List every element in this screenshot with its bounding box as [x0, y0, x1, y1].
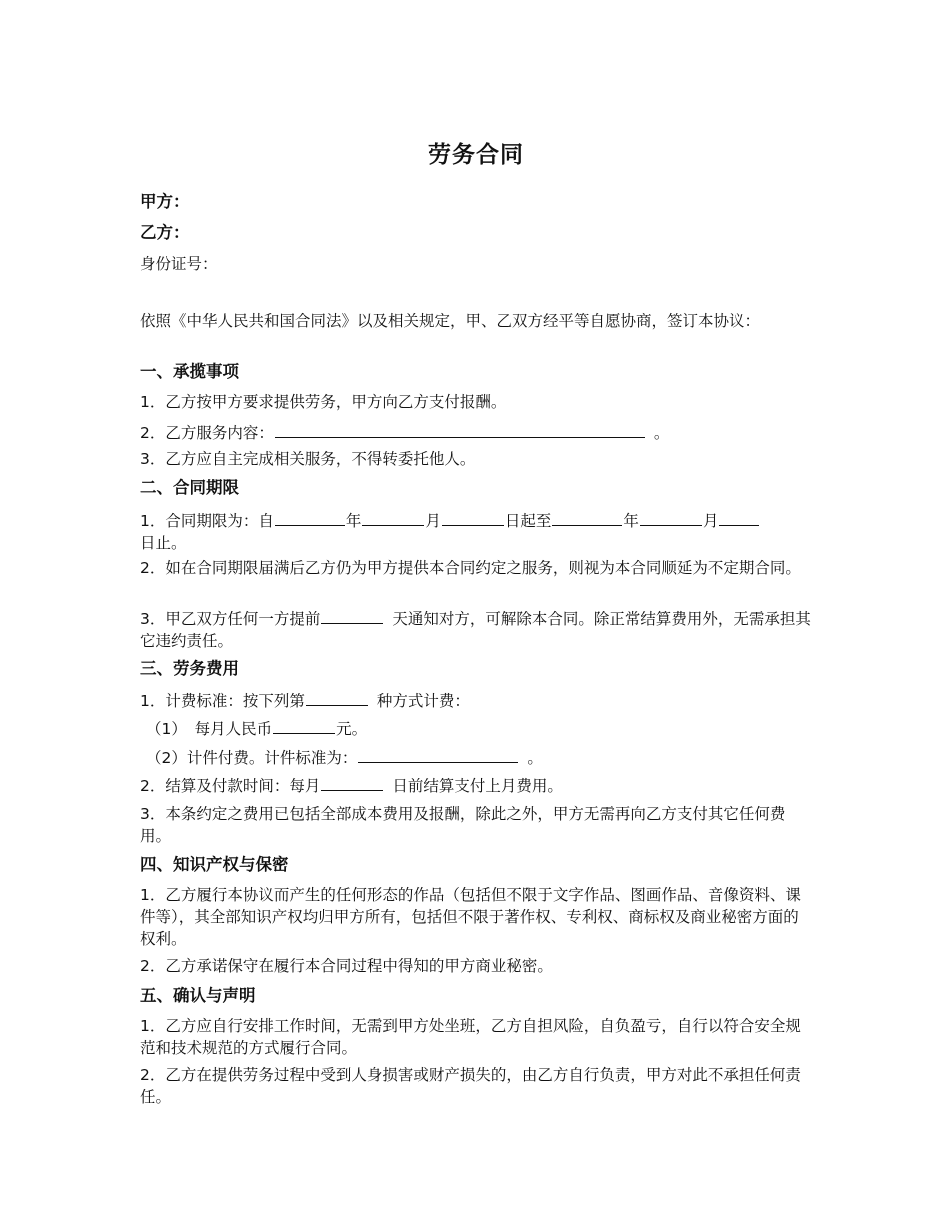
section-1-heading: 一、承揽事项: [140, 362, 239, 381]
party-a-label: 甲方：: [140, 192, 190, 211]
sec2-item-2: 2．如在合同期限届满后乙方仍为甲方提供本合同约定之服务，则视为本合同顺延为不定期合同。: [140, 559, 801, 577]
sec3-sub-1: [140, 717, 818, 740]
monthly-amount-blank[interactable]: [273, 717, 335, 734]
end-year-blank[interactable]: [552, 509, 622, 526]
billing-standard-end: 种方式计费：: [376, 692, 470, 710]
end-day-blank[interactable]: [719, 509, 759, 526]
id-number-label: 身份证号：: [140, 255, 218, 273]
sec2-item-1: [140, 509, 812, 554]
sec5-item-2: 2．乙方在提供劳务过程中受到人身损害或财产损失的，由乙方自行负责，甲方对此不承担任何责任。: [140, 1066, 801, 1106]
section-5-heading: 五、确认与声明: [140, 986, 256, 1005]
preamble-paragraph: 依照《中华人民共和国合同法》以及相关规定，甲、乙双方经平等自愿协商，签订本协议：: [140, 312, 761, 330]
start-month-blank[interactable]: [362, 509, 424, 526]
month-text-2: 月: [702, 512, 719, 530]
sec1-item-1: 1．乙方按甲方要求提供劳务，甲方向乙方支付报酬。: [140, 393, 507, 411]
billing-standard-text: 1．计费标准：按下列第: [140, 692, 305, 710]
sec4-item-1: 1．乙方履行本协议而产生的任何形态的作品（包括但不限于文字作品、图画作品、音像资料、课件等），其全部知识产权均归甲方所有，包括但不限于著作权、专利权、商标权及商业秘密方面的权利。: [140, 886, 801, 948]
piecework-text: （2）计件付费。计件标准为：: [146, 749, 358, 767]
month-text: 月: [425, 512, 441, 530]
monthly-rmb-text: （1） 每月人民币: [146, 720, 273, 738]
billing-method-blank[interactable]: [306, 689, 368, 706]
sec3-sub-2: [140, 746, 818, 769]
term-from-text: 1．合同期限为：自: [140, 512, 274, 530]
section-4-heading: 四、知识产权与保密: [140, 855, 289, 874]
piecework-standard-blank[interactable]: [358, 746, 518, 763]
sec1-item-2: [140, 421, 812, 444]
sec1-item-2-text: 2．乙方服务内容：: [140, 424, 274, 442]
document-title: 劳务合同: [428, 142, 524, 168]
piecework-end: 。: [527, 749, 543, 767]
sec5-item-1: 1．乙方应自行安排工作时间，无需到甲方处坐班，乙方自担风险，自负盈亏，自行以符合安全规范和技术规范的方式履行合同。: [140, 1017, 801, 1057]
sec1-item-2-end: 。: [653, 424, 670, 442]
notice-text-end: 天通知对方，可解除本合同。除正常结算费用外，无需承担其它违约责任。: [140, 610, 811, 650]
sec1-item-3: 3．乙方应自主完成相关服务，不得转委托他人。: [140, 450, 476, 468]
notice-days-blank[interactable]: [321, 607, 383, 624]
year-text: 年: [345, 512, 362, 530]
settlement-day-blank[interactable]: [321, 774, 383, 791]
sec3-item-1: [140, 689, 812, 712]
start-day-blank[interactable]: [442, 509, 504, 526]
section-3-heading: 三、劳务费用: [140, 659, 239, 678]
party-b-label: 乙方：: [140, 223, 190, 242]
yuan-text: 元。: [336, 720, 368, 738]
sec4-item-2: 2．乙方承诺保守在履行本合同过程中得知的甲方商业秘密。: [140, 957, 553, 975]
end-month-blank[interactable]: [640, 509, 702, 526]
service-content-blank[interactable]: [275, 421, 645, 438]
settlement-text-end: 日前结算支付上月费用。: [392, 777, 563, 795]
settlement-text: 2．结算及付款时间：每月: [140, 777, 321, 795]
year-text-2: 年: [623, 512, 639, 530]
sec3-item-2: [140, 774, 812, 797]
term-end-text: 日止。: [140, 534, 187, 552]
sec3-item-3: 3．本条约定之费用已包括全部成本费用及报酬，除此之外，甲方无需再向乙方支付其它任何费用。: [140, 805, 786, 845]
notice-text: 3．甲乙双方任何一方提前: [140, 610, 321, 628]
section-2-heading: 二、合同期限: [140, 478, 239, 497]
to-text: 日起至: [504, 512, 552, 530]
sec2-item-3: [140, 607, 812, 652]
start-year-blank[interactable]: [275, 509, 345, 526]
